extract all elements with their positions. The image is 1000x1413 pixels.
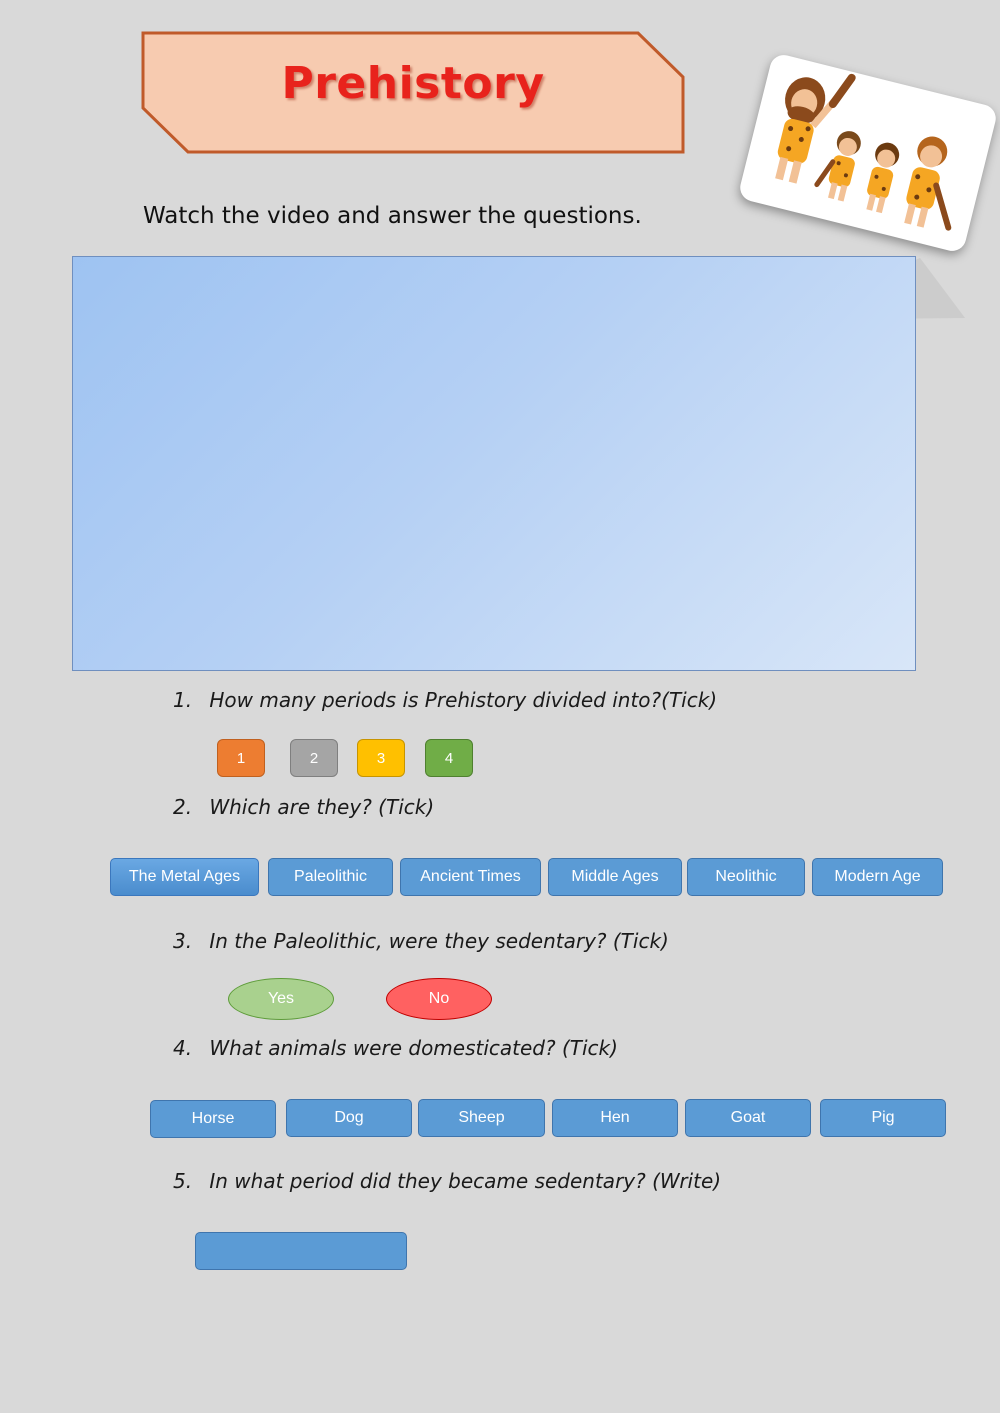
option-paleolithic[interactable]: Paleolithic xyxy=(268,858,393,896)
question-5 xyxy=(173,1169,721,1193)
answer-no-option[interactable]: No xyxy=(386,978,492,1020)
answer-yes-option[interactable]: Yes xyxy=(228,978,334,1020)
page-title: Prehistory xyxy=(281,58,545,109)
answer-3-option[interactable]: 3 xyxy=(357,739,405,777)
option-middle-ages[interactable]: Middle Ages xyxy=(548,858,682,896)
question-3 xyxy=(173,929,669,953)
option-ancient-times[interactable]: Ancient Times xyxy=(400,858,541,896)
option-modern-age[interactable]: Modern Age xyxy=(812,858,943,896)
question-2 xyxy=(173,795,434,819)
instruction-text: Watch the video and answer the questions. xyxy=(143,203,642,229)
question-4 xyxy=(173,1036,618,1060)
answer-1-option[interactable]: 1 xyxy=(217,739,265,777)
answer-2-option[interactable]: 2 xyxy=(290,739,338,777)
question-number: 3. xyxy=(173,929,193,953)
option-metal-ages[interactable]: The Metal Ages xyxy=(110,858,259,896)
option-sheep[interactable]: Sheep xyxy=(418,1099,545,1137)
picture-card xyxy=(737,52,998,254)
option-dog[interactable]: Dog xyxy=(286,1099,412,1137)
question-text: Which are they? (Tick) xyxy=(209,795,435,819)
question-number: 2. xyxy=(173,795,193,819)
question-text: What animals were domesticated? (Tick) xyxy=(209,1036,618,1060)
question-text: In what period did they became sedentary? (Write) xyxy=(209,1169,722,1193)
option-horse[interactable]: Horse xyxy=(150,1100,276,1138)
option-neolithic[interactable]: Neolithic xyxy=(687,858,805,896)
option-hen[interactable]: Hen xyxy=(552,1099,678,1137)
cavemen-family-icon xyxy=(737,52,998,254)
option-pig[interactable]: Pig xyxy=(820,1099,946,1137)
question-text: In the Paleolithic, were they sedentary? (Tick) xyxy=(209,929,669,953)
answer-text-input[interactable] xyxy=(195,1232,407,1270)
question-number: 1. xyxy=(173,688,193,712)
video-player[interactable] xyxy=(72,256,916,671)
question-number: 5. xyxy=(173,1169,193,1193)
question-number: 4. xyxy=(173,1036,193,1060)
answer-4-option[interactable]: 4 xyxy=(425,739,473,777)
option-goat[interactable]: Goat xyxy=(685,1099,811,1137)
question-1 xyxy=(173,688,717,712)
question-text: How many periods is Prehistory divided into?(Tick) xyxy=(209,688,718,712)
